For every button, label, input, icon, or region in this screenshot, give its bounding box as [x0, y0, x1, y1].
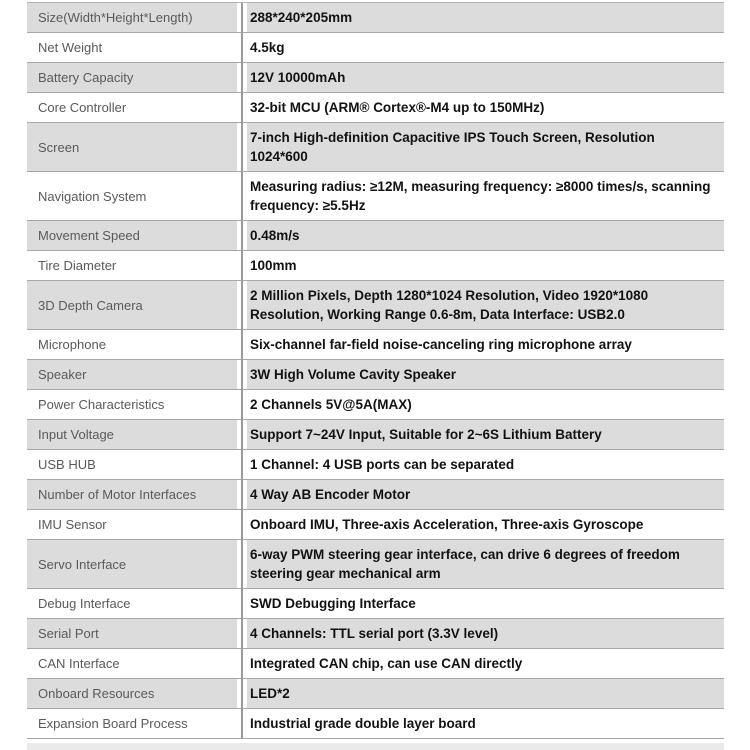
divider-line: [241, 510, 243, 540]
divider-line: [241, 123, 243, 172]
spec-value: Onboard IMU, Three-axis Acceleration, Three-axis Gyroscope: [247, 510, 724, 539]
column-divider: [237, 589, 247, 618]
divider-line: [241, 649, 243, 679]
column-divider: [237, 221, 247, 250]
spec-row-servo: [27, 540, 724, 589]
spec-row-serial-port: [27, 619, 724, 649]
spec-label: Input Voltage: [27, 420, 237, 449]
spec-label: Screen: [27, 123, 237, 171]
column-divider: [237, 709, 247, 738]
spec-label: Onboard Resources: [27, 679, 237, 708]
column-divider: [237, 510, 247, 539]
spec-row-core-controller: [27, 93, 724, 123]
divider-line: [241, 251, 243, 281]
spec-row-motor-interfaces: [27, 480, 724, 510]
column-divider: [237, 330, 247, 359]
spec-value: Integrated CAN chip, can use CAN directly: [247, 649, 724, 678]
spec-label: Navigation System: [27, 172, 237, 220]
column-divider: [237, 450, 247, 479]
spec-label: Size(Width*Height*Length): [27, 3, 237, 32]
spec-label: Movement Speed: [27, 221, 237, 250]
column-divider: [237, 480, 247, 509]
spec-value: 288*240*205mm: [247, 3, 724, 32]
divider-line: [241, 172, 243, 221]
column-divider: [237, 420, 247, 449]
spec-row-onboard-resources: [27, 679, 724, 709]
spec-label: Net Weight: [27, 33, 237, 62]
spec-label: Number of Motor Interfaces: [27, 480, 237, 509]
spec-value: 32-bit MCU (ARM® Cortex®-M4 up to 150MHz): [247, 93, 724, 122]
spec-row-net-weight: [27, 33, 724, 63]
column-divider: [237, 251, 247, 280]
spec-value: SWD Debugging Interface: [247, 589, 724, 618]
spec-row-speaker: [27, 360, 724, 390]
divider-line: [241, 540, 243, 589]
spec-value: 3W High Volume Cavity Speaker: [247, 360, 724, 389]
spec-value: Six-channel far-field noise-canceling ring microphone array: [247, 330, 724, 359]
spec-label: Serial Port: [27, 619, 237, 648]
divider-line: [241, 709, 243, 739]
spec-row-navigation: [27, 172, 724, 221]
divider-line: [241, 480, 243, 510]
spec-row-input-voltage: [27, 420, 724, 450]
spec-value: 2 Million Pixels, Depth 1280*1024 Resolution, Video 1920*1080 Resolution, Working Range 0.6-8m, Data Interface: USB2.0: [247, 281, 724, 329]
spec-label: Servo Interface: [27, 540, 237, 588]
divider-line: [241, 619, 243, 649]
divider-line: [241, 390, 243, 420]
spec-value: 7-inch High-definition Capacitive IPS Touch Screen, Resolution 1024*600: [247, 123, 724, 171]
next-row-partial: [27, 743, 724, 750]
spec-label: IMU Sensor: [27, 510, 237, 539]
spec-row-screen: [27, 123, 724, 172]
spec-label: Power Characteristics: [27, 390, 237, 419]
spec-row-battery: [27, 63, 724, 93]
spec-value: Measuring radius: ≥12M, measuring frequency: ≥8000 times/s, scanning frequency: ≥5.5Hz: [247, 172, 724, 220]
spec-label: USB HUB: [27, 450, 237, 479]
spec-value: 4.5kg: [247, 33, 724, 62]
column-divider: [237, 3, 247, 32]
divider-line: [241, 63, 243, 93]
column-divider: [237, 540, 247, 588]
spec-label: Expansion Board Process: [27, 709, 237, 738]
divider-line: [241, 679, 243, 709]
spec-value: 100mm: [247, 251, 724, 280]
column-divider: [237, 172, 247, 220]
spec-row-can: [27, 649, 724, 679]
spec-value: 4 Channels: TTL serial port (3.3V level): [247, 619, 724, 648]
divider-line: [241, 589, 243, 619]
spec-label: 3D Depth Camera: [27, 281, 237, 329]
divider-line: [241, 33, 243, 63]
spec-row-expansion-board: [27, 709, 724, 739]
spec-value: 0.48m/s: [247, 221, 724, 250]
column-divider: [237, 93, 247, 122]
spec-label: Battery Capacity: [27, 63, 237, 92]
divider-line: [241, 450, 243, 480]
spec-value: 1 Channel: 4 USB ports can be separated: [247, 450, 724, 479]
spec-row-imu: [27, 510, 724, 540]
column-divider: [237, 649, 247, 678]
column-divider: [237, 33, 247, 62]
spec-row-size: [27, 3, 724, 33]
column-divider: [237, 360, 247, 389]
spec-row-tire-diameter: [27, 251, 724, 281]
spec-value: 2 Channels 5V@5A(MAX): [247, 390, 724, 419]
column-divider: [237, 679, 247, 708]
spec-row-microphone: [27, 330, 724, 360]
column-divider: [237, 619, 247, 648]
spec-value: Support 7~24V Input, Suitable for 2~6S Lithium Battery: [247, 420, 724, 449]
spec-row-movement-speed: [27, 221, 724, 251]
spec-label: Debug Interface: [27, 589, 237, 618]
column-divider: [237, 281, 247, 329]
spec-label: Speaker: [27, 360, 237, 389]
divider-line: [241, 281, 243, 330]
divider-line: [241, 3, 243, 33]
divider-line: [241, 360, 243, 390]
spec-row-power: [27, 390, 724, 420]
divider-line: [241, 221, 243, 251]
divider-line: [241, 420, 243, 450]
column-divider: [237, 63, 247, 92]
spec-row-debug: [27, 589, 724, 619]
spec-label: Tire Diameter: [27, 251, 237, 280]
spec-value: 12V 10000mAh: [247, 63, 724, 92]
specification-table: [27, 2, 724, 739]
column-divider: [237, 123, 247, 171]
divider-line: [241, 330, 243, 360]
spec-value: 4 Way AB Encoder Motor: [247, 480, 724, 509]
spec-value: LED*2: [247, 679, 724, 708]
spec-row-usb-hub: [27, 450, 724, 480]
spec-label: Core Controller: [27, 93, 237, 122]
spec-value: Industrial grade double layer board: [247, 709, 724, 738]
column-divider: [237, 390, 247, 419]
spec-row-depth-camera: [27, 281, 724, 330]
spec-value: 6-way PWM steering gear interface, can drive 6 degrees of freedom steering gear mechanical arm: [247, 540, 724, 588]
spec-label: Microphone: [27, 330, 237, 359]
spec-label: CAN Interface: [27, 649, 237, 678]
divider-line: [241, 93, 243, 123]
